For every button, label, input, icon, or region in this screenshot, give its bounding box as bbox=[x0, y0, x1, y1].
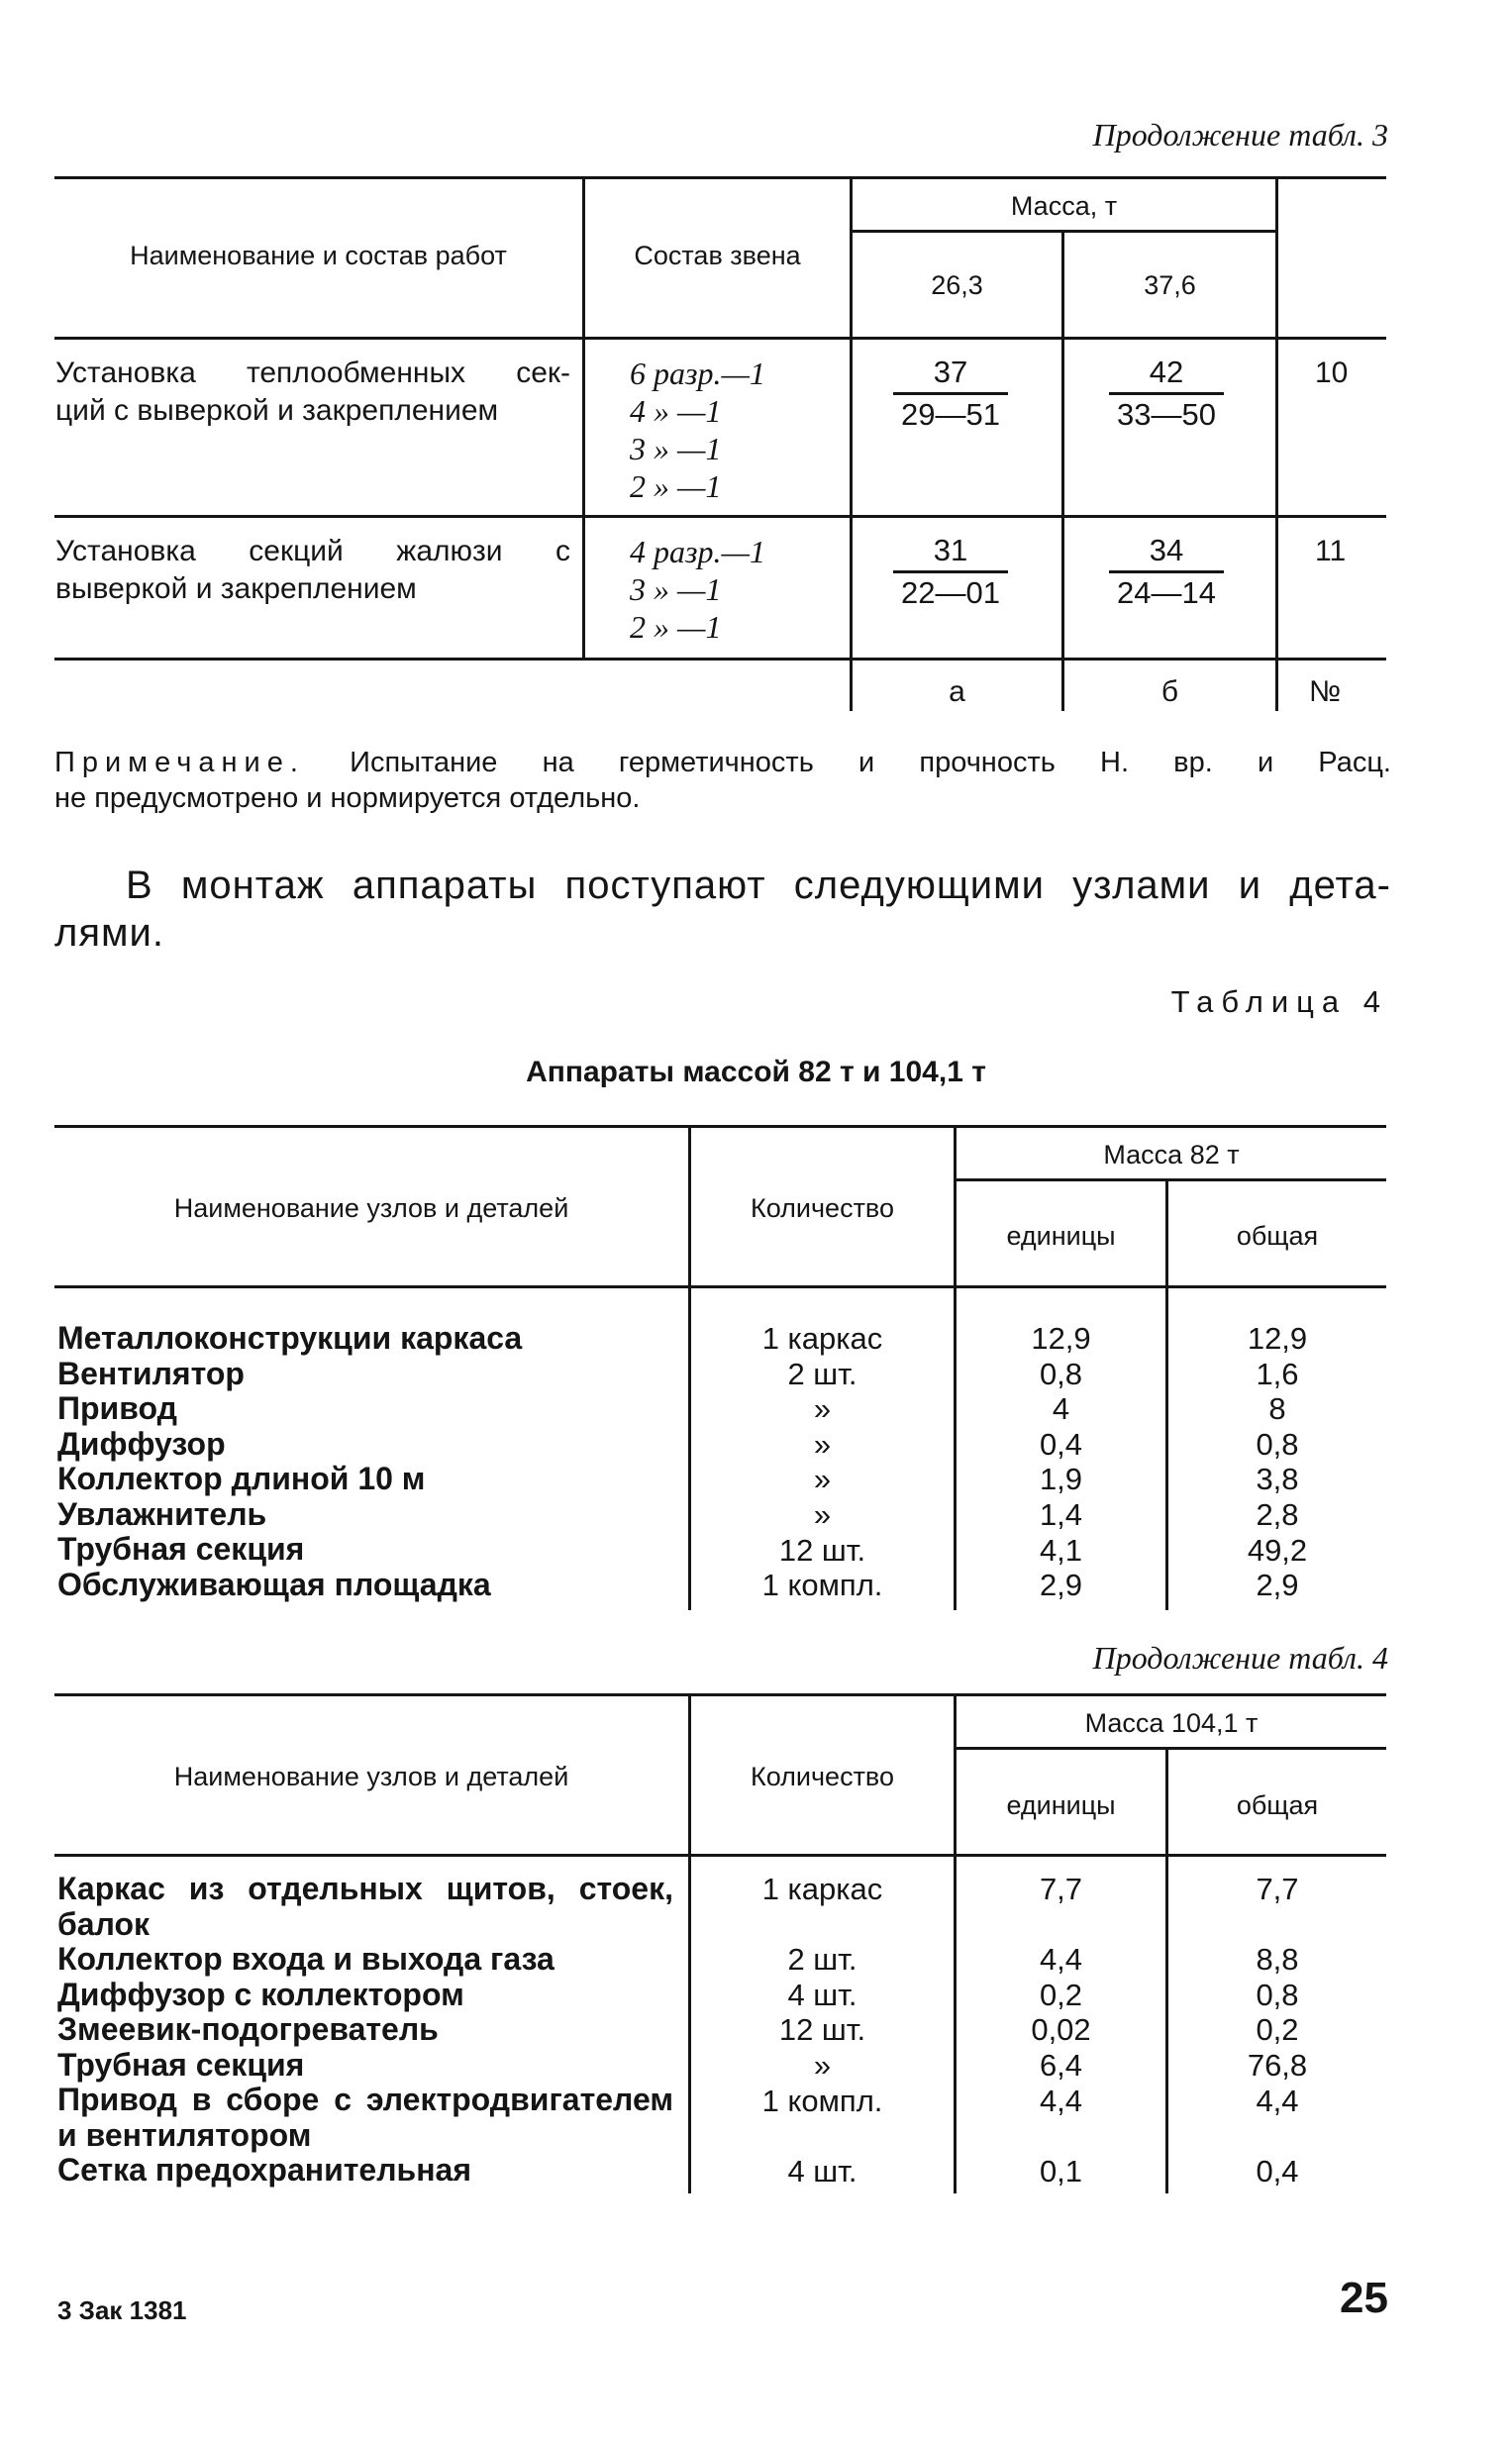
table4-cont-unit-column bbox=[957, 1872, 1165, 2189]
table-row-unit: 0,1 bbox=[1039, 2153, 1083, 2189]
table-row-total: 7,7 bbox=[1256, 1872, 1299, 1906]
table4-header-rule bbox=[54, 1285, 1386, 1288]
table-row-total: 76,8 bbox=[1247, 2047, 1308, 2083]
table4-qty-column bbox=[691, 1321, 954, 1603]
table3-footer-b: б bbox=[1160, 675, 1179, 708]
table3-bottom-rule bbox=[54, 658, 1386, 661]
table3-row2-number: 11 bbox=[1315, 535, 1347, 567]
table-row-unit: 12,9 bbox=[1031, 1321, 1091, 1356]
table3-caption: Продолжение табл. 3 bbox=[1092, 117, 1388, 153]
note-line1: Испытание на герметичность и прочность Н. вр. и Расц. bbox=[350, 747, 1391, 778]
table-row-unit: 0,2 bbox=[1039, 1977, 1083, 2012]
table3-row2-mass-a bbox=[893, 531, 1008, 613]
table3-mass-subrule bbox=[852, 230, 1277, 233]
table3-footer-number: № bbox=[1309, 675, 1342, 708]
table4-cont-header-total: общая bbox=[1236, 1790, 1319, 1820]
table3-row2-crew-line3: 2 » —1 bbox=[630, 609, 722, 645]
table4-cont-header-qty: Количество bbox=[751, 1762, 894, 1791]
table-row-qty: 12 шт. bbox=[778, 2012, 866, 2048]
table3-row1-mass-a bbox=[893, 353, 1008, 435]
table-row-name: Змеевик-подогреватель bbox=[57, 2011, 439, 2047]
table4-cont-top-rule bbox=[54, 1693, 1386, 1696]
note-line2: не предусмотрено и нормируется отдельно. bbox=[54, 782, 641, 814]
table4-mass-subrule bbox=[956, 1178, 1386, 1181]
table3-row2-crew-line2: 3 » —1 bbox=[630, 571, 722, 607]
table3-row2-crew bbox=[630, 533, 838, 646]
table4-cont-header-rule bbox=[54, 1854, 1386, 1857]
table3-row2-name-line1: Установка секций жалюзи с bbox=[55, 535, 570, 567]
table3-row1-crew bbox=[630, 355, 838, 505]
table-row-total: 0,8 bbox=[1256, 1426, 1299, 1462]
table-row-unit: 2,9 bbox=[1039, 1568, 1083, 1603]
table3-header-name: Наименование и состав работ bbox=[130, 241, 507, 270]
table-row-total: 0,8 bbox=[1256, 1977, 1299, 2012]
table3-row1-number: 10 bbox=[1315, 356, 1349, 389]
table-row-name: Сетка предохранительная bbox=[57, 2152, 471, 2188]
table-row-qty: 1 компл. bbox=[761, 1568, 883, 1603]
table4-title: Аппараты массой 82 т и 104,1 т bbox=[526, 1056, 986, 1088]
table3-row1-name bbox=[55, 355, 570, 430]
table4-unit-column bbox=[957, 1321, 1165, 1603]
table-row-name: балок bbox=[57, 1905, 151, 1942]
table-row-qty: 12 шт. bbox=[778, 1532, 866, 1568]
table3-row1-mass-b bbox=[1109, 353, 1224, 435]
table4-header-name: Наименование узлов и деталей bbox=[173, 1193, 569, 1223]
table-row-qty: 2 шт. bbox=[787, 1942, 857, 1978]
table-row-unit: 0,8 bbox=[1039, 1356, 1083, 1391]
table-row-total: 8 bbox=[1268, 1391, 1286, 1427]
table-row-unit: 4,1 bbox=[1039, 1532, 1083, 1568]
table3-row2-mass-a-top: 31 bbox=[933, 533, 968, 567]
table4-cont-total-column bbox=[1168, 1872, 1386, 2189]
table-row-unit: 0,02 bbox=[1031, 2012, 1091, 2048]
table3-row1-mass-b-top: 42 bbox=[1149, 355, 1184, 389]
table-row-name: Обслуживающая площадка bbox=[57, 1566, 491, 1602]
table4-cont-header-unit: единицы bbox=[1006, 1790, 1116, 1820]
table-row-qty: » bbox=[813, 2047, 832, 2083]
table-row-qty: 1 каркас bbox=[761, 1872, 883, 1906]
table-row-total: 3,8 bbox=[1256, 1462, 1299, 1497]
table4-cont-header-name: Наименование узлов и деталей bbox=[173, 1762, 569, 1791]
table-row-qty: 1 компл. bbox=[761, 2083, 883, 2118]
table-row-qty: » bbox=[813, 1462, 832, 1497]
table-row-qty: » bbox=[813, 1391, 832, 1427]
table4-header-unit: единицы bbox=[1006, 1221, 1116, 1251]
table4-total-column bbox=[1168, 1321, 1386, 1603]
table-row-total: 12,9 bbox=[1247, 1321, 1308, 1356]
table3-row2-crew-line1: 4 разр.—1 bbox=[630, 534, 765, 569]
table-row-unit: 7,7 bbox=[1039, 1872, 1083, 1906]
table-row-name: Трубная секция bbox=[57, 2046, 305, 2083]
table3-row2-mass-b-bottom: 24—14 bbox=[1109, 570, 1224, 613]
table-row-unit: 0,4 bbox=[1039, 1426, 1083, 1462]
table-row-unit: 4,4 bbox=[1039, 2083, 1083, 2118]
table-row-total: 1,6 bbox=[1256, 1356, 1299, 1391]
table-row-unit: 6,4 bbox=[1039, 2047, 1083, 2083]
table-row-name: Диффузор с коллектором bbox=[57, 1976, 464, 2012]
table3-header-rule bbox=[54, 337, 1386, 340]
table-row-total: 2,8 bbox=[1256, 1496, 1299, 1532]
page-number: 25 bbox=[1340, 2274, 1388, 2322]
table3-vline-2 bbox=[850, 176, 853, 711]
table3-row2-name-line2: выверкой и закреплением bbox=[55, 572, 417, 605]
table-row-unit: 1,4 bbox=[1039, 1496, 1083, 1532]
table3-row-rule bbox=[54, 515, 1386, 518]
table3-row2-mass-b-top: 34 bbox=[1149, 533, 1184, 567]
table-row-qty: 1 каркас bbox=[761, 1321, 883, 1356]
table3-row1-name-line1: Установка теплообменных сек- bbox=[55, 356, 570, 389]
table-row-name: Увлажнитель bbox=[57, 1495, 267, 1532]
table3-vline-4 bbox=[1275, 176, 1278, 711]
table4-cont-qty-column bbox=[691, 1872, 954, 2189]
table3-top-rule bbox=[54, 176, 1386, 179]
table-row-name: Каркас из отдельных щитов, стоек, bbox=[57, 1871, 673, 1906]
table3-row2-name bbox=[55, 533, 570, 608]
table-row-total: 0,4 bbox=[1256, 2153, 1299, 2189]
table-row-name: Диффузор bbox=[57, 1425, 226, 1462]
table-row-qty: » bbox=[813, 1496, 832, 1532]
table3-row2-mass-a-bottom: 22—01 bbox=[893, 570, 1008, 613]
table-row-unit: 4,4 bbox=[1039, 1942, 1083, 1978]
table4-header-total: общая bbox=[1236, 1221, 1319, 1251]
table-row-name: Коллектор входа и выхода газа bbox=[57, 1941, 554, 1977]
body-paragraph bbox=[54, 862, 1391, 957]
body-paragraph-line2: лями. bbox=[54, 911, 164, 955]
table-row-name: Привод в сборе с электродвигателем bbox=[57, 2082, 673, 2117]
table3-header-crew: Состав звена bbox=[634, 241, 801, 270]
table-row-name: и вентилятором bbox=[57, 2116, 312, 2153]
table3-row1-mass-b-bottom: 33—50 bbox=[1109, 392, 1224, 435]
table-row-name: Коллектор длиной 10 м bbox=[57, 1461, 426, 1496]
table4-cont-mass-subrule bbox=[956, 1747, 1386, 1750]
table4-name-column bbox=[57, 1321, 681, 1602]
table-row-name: Трубная секция bbox=[57, 1531, 305, 1567]
table3-row1-mass-a-top: 37 bbox=[933, 355, 968, 389]
table3-row1-crew-line2: 4 » —1 bbox=[630, 393, 722, 429]
table4-cont-caption: Продолжение табл. 4 bbox=[1092, 1640, 1388, 1676]
table3-footer-a: а bbox=[949, 675, 965, 708]
table3-row1-name-line2: ций с выверкой и закреплением bbox=[55, 394, 499, 427]
table-row-total: 49,2 bbox=[1247, 1532, 1308, 1568]
table3-row1-crew-line3: 3 » —1 bbox=[630, 431, 722, 466]
table-row-total: 0,2 bbox=[1256, 2012, 1299, 2048]
table4-number: Таблица 4 bbox=[1170, 984, 1388, 1019]
table3-row2-mass-b bbox=[1109, 531, 1224, 613]
table-row-qty: » bbox=[813, 1426, 832, 1462]
body-paragraph-line1: В монтаж аппараты поступают следующими узлами и дета- bbox=[126, 864, 1391, 907]
table-row-name: Вентилятор bbox=[57, 1355, 245, 1391]
table-row-qty: 4 шт. bbox=[787, 2153, 857, 2189]
table-row-unit: 1,9 bbox=[1039, 1462, 1083, 1497]
table-row-qty: 2 шт. bbox=[787, 1356, 857, 1391]
table-row-total: 4,4 bbox=[1256, 2083, 1299, 2118]
table-row-total: 8,8 bbox=[1256, 1942, 1299, 1978]
table3-row1-crew-line1: 6 разр.—1 bbox=[630, 356, 765, 391]
table3-row1-mass-a-bottom: 29—51 bbox=[893, 392, 1008, 435]
table3-header-mass: Масса, т bbox=[1010, 191, 1118, 221]
table3-header-mass-a: 26,3 bbox=[931, 270, 983, 300]
note-label: Примечание. bbox=[54, 747, 305, 778]
table4-cont-name-column bbox=[57, 1872, 673, 2189]
table-row-name: Металлоконструкции каркаса bbox=[57, 1320, 523, 1356]
table-row-unit: 4 bbox=[1052, 1391, 1070, 1427]
table3-header-mass-b: 37,6 bbox=[1144, 270, 1196, 300]
table-row-name: Привод bbox=[57, 1390, 177, 1426]
table4-top-rule bbox=[54, 1125, 1386, 1128]
table4-header-qty: Количество bbox=[751, 1193, 894, 1223]
table-row-qty: 4 шт. bbox=[787, 1977, 857, 2012]
table4-cont-header-mass: Масса 104,1 т bbox=[1084, 1708, 1259, 1738]
table4-header-mass: Масса 82 т bbox=[1103, 1140, 1240, 1170]
table3-row1-crew-line4: 2 » —1 bbox=[630, 468, 722, 504]
print-order-mark: 3 Зак 1381 bbox=[57, 2295, 187, 2325]
table-row-total: 2,9 bbox=[1256, 1568, 1299, 1603]
note bbox=[54, 745, 1391, 816]
